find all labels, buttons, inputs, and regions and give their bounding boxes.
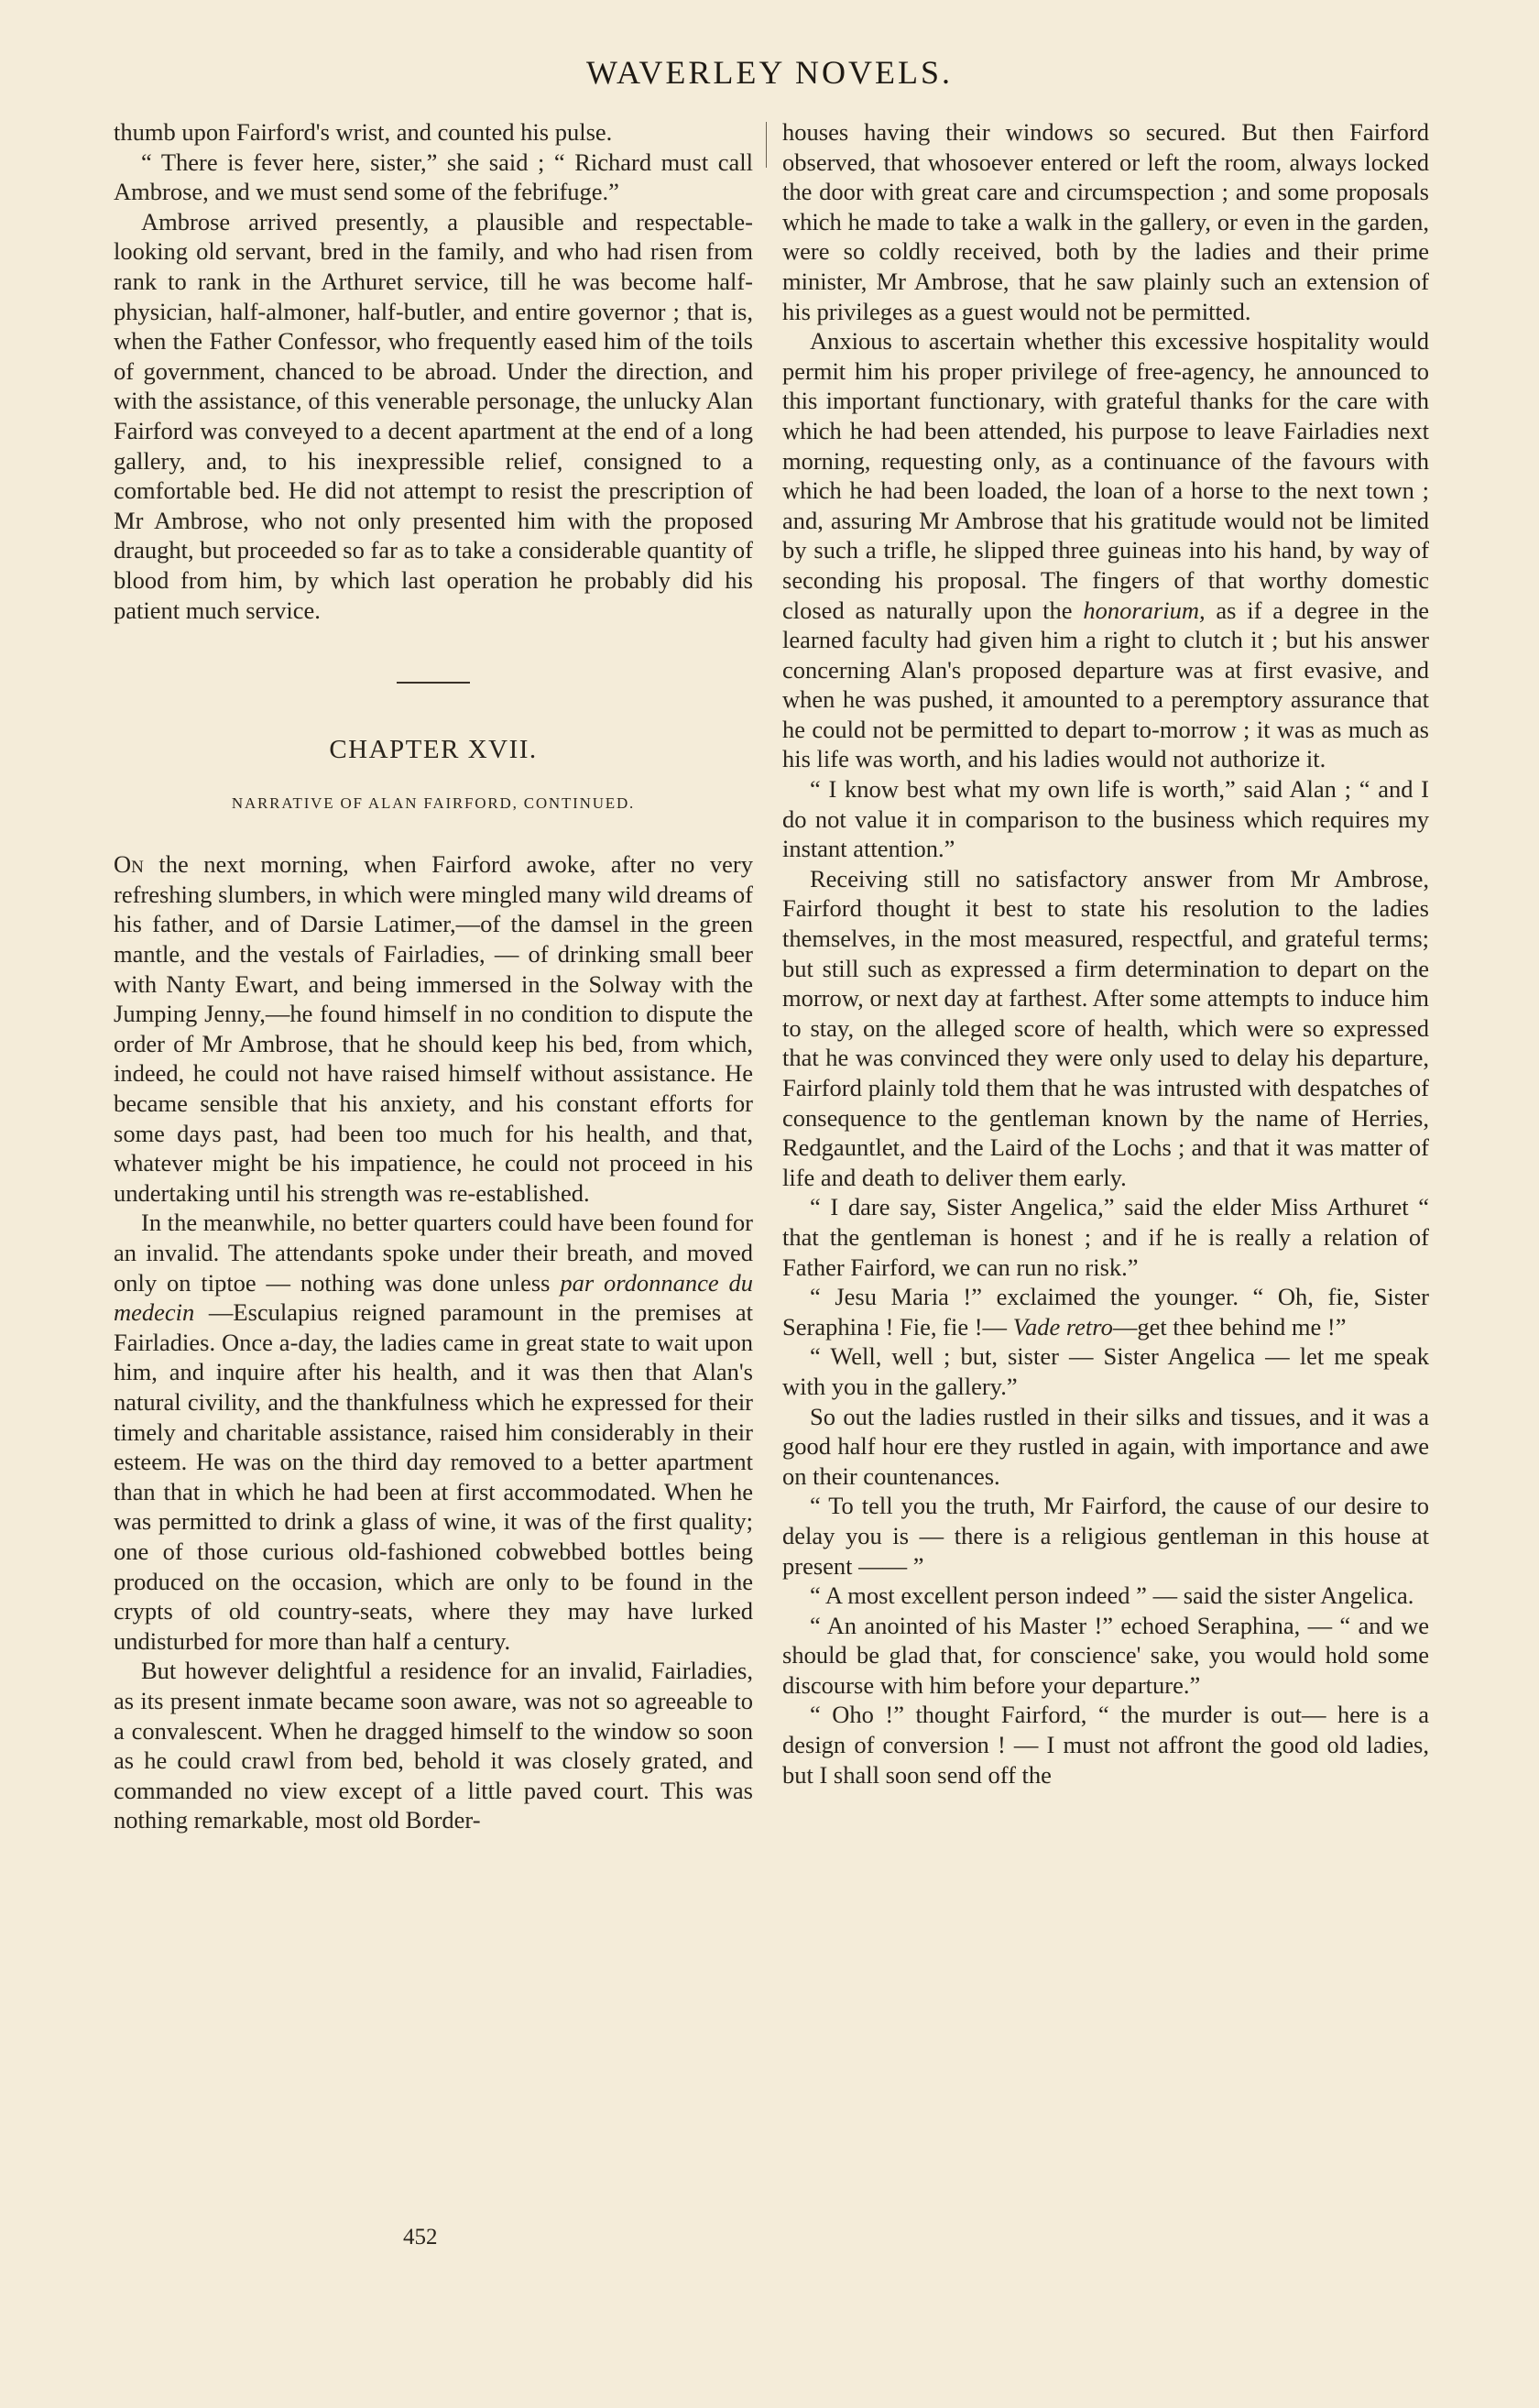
- italic-phrase: honorarium,: [1083, 596, 1206, 624]
- paragraph: “ Well, well ; but, sister — Sister Angelica — let me speak with you in the gallery.”: [782, 1342, 1429, 1400]
- paragraph: “ To tell you the truth, Mr Fairford, the cause of our desire to delay you is — there is a religious gentleman in this house at present —— ”: [782, 1492, 1429, 1580]
- paragraph-text: —get thee behind me !”: [1112, 1312, 1347, 1341]
- paragraph: “ There is fever here, sister,” she said ; “ Richard must call Ambrose, and we must send some of the febrifuge.”: [114, 148, 753, 206]
- paragraph: Receiving still no satisfactory answer from Mr Ambrose, Fairford thought it best to state his resolution to the ladies themselves, in the most measured, respectful, and grateful terms; but still such as expressed a firm determination to depart on the morrow, or next day at farthest. After some attempts to induce him to stay, on the alleged score of health, which were so expressed that he was convinced they were only used to delay his departure, Fairford plainly told them that he was intrusted with despatches of consequence to the gentleman known by the name of Herries, Redgauntlet, and the Laird of the Lochs ; and that it was matter of life and death to deliver them early.: [782, 864, 1429, 1191]
- paragraph: So out the ladies rustled in their silks and tissues, and it was a good half hour ere they rustled in again, with importance and awe on their countenances.: [782, 1402, 1429, 1490]
- right-column: [782, 117, 1429, 1790]
- column-divider: [766, 122, 767, 168]
- italic-phrase: Vade retro: [1012, 1312, 1113, 1341]
- paragraph: “ Oho !” thought Fairford, “ the murder is out— here is a design of conversion ! — I must not affront the good old ladies, but I shall soon send off the: [782, 1701, 1429, 1789]
- paragraph: thumb upon Fairford's wrist, and counted his pulse.: [114, 118, 613, 146]
- italic-phrase: par ordonnance du medecin: [114, 1268, 753, 1327]
- paragraph: “ I know best what my own life is worth,” said Alan ; “ and I do not value it in comparison to the business which requires my instant attention.”: [782, 775, 1429, 863]
- paragraph: [114, 1208, 753, 1656]
- running-head: WAVERLEY NOVELS.: [586, 54, 953, 91]
- paragraph: [782, 1282, 1429, 1341]
- paragraph-text: “ Jesu Maria !” exclaimed the younger. “ Oh, fie, Sister Seraphina ! Fie, fie !—: [782, 1283, 1429, 1341]
- left-column: [114, 117, 753, 1835]
- paragraph: “ An anointed of his Master !” echoed Seraphina, — “ and we should be glad that, for conscience' sake, you would hold some discourse with him before your departure.”: [782, 1611, 1429, 1699]
- chapter-subtitle: NARRATIVE OF ALAN FAIRFORD, CONTINUED.: [231, 794, 636, 812]
- paragraph: “ I dare say, Sister Angelica,” said the elder Miss Arthuret “ that the gentleman is honest ; and if he is really a relation of Father Fairford, we can run no risk.”: [782, 1193, 1429, 1281]
- paragraph-text: as if a degree in the learned faculty had given him a right to clutch it ; but his answer concerning Alan's proposed departure was at first evasive, and when he was pushed, it amounted to a peremptory assurance that he could not be permitted to depart to-morrow ; it was as much as his life was worth, and his ladies would not authorize it.: [782, 596, 1429, 773]
- section-rule: [397, 682, 470, 684]
- paragraph-text: In the meanwhile, no better quarters could have been found for an invalid. The attendants spoke under their breath, and moved only on tiptoe — nothing was done unless: [114, 1209, 753, 1297]
- paragraph: Ambrose arrived presently, a plausible and respectable-looking old servant, bred in the family, and who had risen from rank to rank in the Arthuret service, till he was become half-physician, half-almoner, half-butler, and entire governor ; that is, when the Father Confessor, who frequently eased him of the toils of government, chanced to be abroad. Under the direction, and with the assistance, of this venerable personage, the unlucky Alan Fairford was conveyed to a decent apartment at the end of a long gallery, and, to his inexpressible relief, consigned to a comfortable bed. He did not attempt to resist the prescription of Mr Ambrose, who not only presented him with the proposed draught, but proceeded so far as to take a considerable quantity of blood from him, by which last operation he probably did his patient much service.: [114, 207, 753, 624]
- paragraph: houses having their windows so secured. But then Fairford observed, that whosoever entered or left the room, always locked the door with great care and circumspection ; and some proposals which he made to take a walk in the gallery, or even in the garden, were so coldly received, both by the ladies and their prime minister, Mr Ambrose, that he saw plainly such an extension of his privileges as a guest would not be permitted.: [782, 118, 1429, 325]
- chapter-lead-word: On: [114, 850, 144, 879]
- chapter-title: CHAPTER XVII.: [329, 735, 538, 765]
- paragraph-text: Anxious to ascertain whether this excessive hospitality would permit him his proper privilege of free-agency, he announced to this important functionary, with grateful thanks for the care with which he had been attended, his purpose to leave Fairladies next morning, requesting only, as a continuance of the favours with which he had been loaded, the loan of a horse to the next town ; and, assuring Mr Ambrose that his gratitude would not be limited by such a trifle, he slipped three guineas into his hand, by way of seconding his proposal. The fingers of that worthy domestic closed as naturally upon the: [782, 327, 1429, 624]
- chapter-opening-paragraph: [114, 849, 753, 1208]
- paragraph: But however delightful a residence for an invalid, Fairladies, as its present inmate became soon aware, was not so agreeable to a convalescent. When he dragged himself to the window so soon as he could crawl from bed, behold it was closely grated, and commanded no view except of a little paved court. This was nothing remarkable, most old Border-: [114, 1657, 753, 1834]
- paragraph-text: the next morning, when Fairford awoke, after no very refreshing slumbers, in which were mingled many wild dreams of his father, and of Darsie Latimer,—of the damsel in the green mantle, and the vestals of Fairladies, — of drinking small beer with Nanty Ewart, and being immersed in the Solway with the Jumping Jenny,—he found himself in no condition to dispute the order of Mr Ambrose, that he should keep his bed, from which, indeed, he could not have raised himself without assistance. He became sensible that his anxiety, and his constant efforts for some days past, had been too much for his health, and that, whatever might be his impatience, he could not proceed in his undertaking until his strength was re-established.: [114, 850, 753, 1207]
- paragraph: [782, 326, 1429, 774]
- paragraph-text: —Esculapius reigned paramount in the premises at Fairladies. Once a-day, the ladies came in great state to wait upon him, and inquire after his health, and it was then that Alan's natural civility, and the thankfulness which he expressed for their timely and charitable assistance, raised him considerably in their esteem. He was on the third day removed to a better apartment than that in which he had been at first accommodated. When he was permitted to drink a glass of wine, it was of the first quality; one of those curious old-fashioned cobwebbed bottles being produced on the occasion, which are only to be found in the crypts of old country-seats, where they may have lurked undisturbed for more than half a century.: [114, 1298, 753, 1655]
- page-number: 452: [403, 2225, 438, 2249]
- paragraph: “ A most excellent person indeed ” — said the sister Angelica.: [810, 1582, 1414, 1610]
